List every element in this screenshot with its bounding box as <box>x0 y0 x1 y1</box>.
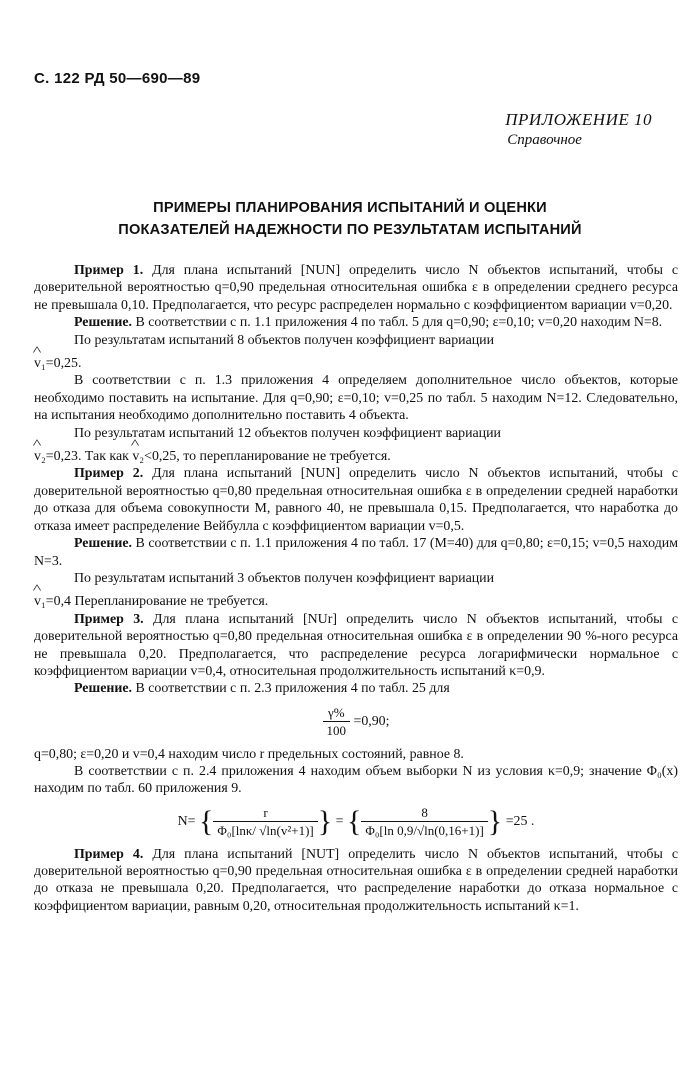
left-brace-symbol: { <box>346 804 362 838</box>
body-text <box>34 262 678 915</box>
solution-text: В соответствии с п. 2.3 приложения 4 по табл. 25 для <box>132 681 450 697</box>
fraction-denominator: Φ₀[ln 0,9/√ln(0,16+1)] <box>365 823 484 839</box>
v-hat-symbol: ^ v₁ <box>34 355 46 372</box>
example-1-paragraph-2: В соответствии с п. 1.3 приложения 4 определяем дополнительное число объектов, которые необходимо поставить на испытание. Для q=0,90; ε=0,10; v=0,25 по табл. 5 находим N=12. Следовательно, на испытания необходимо дополнительно поставить 4 объекта. <box>34 373 678 424</box>
appendix-heading <box>505 110 652 149</box>
example-2-result-value <box>34 593 678 610</box>
fraction <box>323 704 351 740</box>
example-2-statement <box>34 465 678 535</box>
equation-tail: =0,90; <box>353 713 390 729</box>
example-3-statement <box>34 611 678 681</box>
appendix-kind: Справочное <box>507 132 582 148</box>
example-3-paragraph-2: В соответствии с п. 2.4 приложения 4 находим объем выборки N из условия κ=0,9; значение Φ₀(x) находим по табл. 60 приложения 9. <box>34 763 678 797</box>
example-3-text: Для плана испытаний [NUr] определить число N объектов испытаний, чтобы с доверительной вероятностью q=0,80 предельная относительная ошибка ε в определении 90 %-ного ресурса не превышала 0,20. Предполагается, что распределение ресурса логарифмически нормальное с коэффициентом вариации v=0,4, относительная продолжительность испытаний κ=0,9. <box>34 611 679 679</box>
fraction <box>361 804 487 840</box>
example-1-lead: Пример 1. <box>74 263 144 278</box>
example-2-text: Для плана испытаний [NUN] определить число N объектов испытаний, чтобы с доверительной вероятностью q=0,80 предельная относительная ошибка ε в определении средней наработки до отказа для объема совокупности M, равного 40, не превышала 0,15. Предполагается, что наработка до отказа имеет распределение Вейбулла с коэффициентом вариации v=0,5. <box>34 466 679 534</box>
left-brace-symbol: { <box>199 804 214 838</box>
example-4-lead: Пример 4. <box>74 846 144 862</box>
equals-sign: = <box>335 813 344 829</box>
right-brace-symbol: } <box>317 804 333 838</box>
v-hat-symbol: ^ v₂ <box>132 448 144 465</box>
fraction-denominator: 100 <box>326 723 346 739</box>
example-1-solution <box>34 314 678 331</box>
equation-gamma <box>34 704 678 740</box>
fraction-numerator: r <box>213 804 317 822</box>
example-4-statement <box>34 846 678 916</box>
solution-lead: Решение. <box>74 315 133 331</box>
document-title <box>60 197 640 241</box>
example-2-lead: Пример 2. <box>74 466 144 482</box>
equation-sample-size <box>34 804 678 840</box>
solution-lead: Решение. <box>74 681 133 697</box>
example-2-solution <box>34 535 678 570</box>
result-tail: <0,25, то перепланирование не требуется. <box>144 449 391 465</box>
appendix-label: ПРИЛОЖЕНИЕ 10 <box>505 110 652 129</box>
example-2-result: По результатам испытаний 3 объектов получен коэффициент вариации <box>74 570 495 586</box>
v-hat-symbol: ^ v₂ <box>34 448 46 465</box>
result-tail: =0,4 Перепланирование не требуется. <box>45 594 269 610</box>
page-header: С. 122 РД 50—690—89 <box>34 70 201 87</box>
example-1-result-1-value <box>34 355 678 372</box>
example-1-result-1: По результатам испытаний 8 объектов получен коэффициент вариации <box>74 332 495 348</box>
example-1-statement <box>34 262 678 314</box>
fraction <box>213 804 317 840</box>
solution-text: В соответствии с п. 1.1 приложения 4 по табл. 17 (M=40) для q=0,80; ε=0,15; v=0,5 находим N=3. <box>34 536 678 569</box>
solution-text: В соответствии с п. 1.1 приложения 4 по табл. 5 для q=0,90; ε=0,10; v=0,20 находим N=8. <box>132 315 663 331</box>
example-3-after-equation: q=0,80; ε=0,20 и v=0,4 находим число r предельных состояний, равное 8. <box>34 746 464 762</box>
equation-lhs: N= <box>177 813 196 829</box>
example-3-solution <box>34 680 678 697</box>
result-value: =0,23. Так как <box>45 449 133 465</box>
v-hat-symbol: ^ v₁ <box>34 593 46 610</box>
fraction-numerator: γ% <box>323 704 351 722</box>
right-brace-symbol: } <box>487 804 503 838</box>
example-1-result-2: По результатам испытаний 12 объектов получен коэффициент вариации <box>74 425 501 441</box>
title-line-1: ПРИМЕРЫ ПЛАНИРОВАНИЯ ИСПЫТАНИЙ И ОЦЕНКИ <box>153 200 547 216</box>
result-value: =0,25. <box>45 356 82 372</box>
example-4-text: Для плана испытаний [NUT] определить число N объектов испытаний, чтобы с доверительной вероятностью q=0,90 предельная относительная ошибка ε в определении средней наработки до отказа не превышала 0,20. Предполагается, что распределение наработки до отказа нормальное с коэффициентом вариации, равным 0,20, относительная продолжительность испытаний κ=1. <box>34 846 678 914</box>
equation-tail: =25 . <box>505 813 535 829</box>
example-1-text: Для плана испытаний [NUN] определить число N объектов испытаний, чтобы с доверительной вероятностью q=0,90 предельная относительная ошибка ε в определении среднего ресурса не превышала 0,10. Предполагается, что ресурс распределен нормально с коэффициентом вариации v=0,20. <box>34 263 679 313</box>
title-line-2: ПОКАЗАТЕЛЕЙ НАДЕЖНОСТИ ПО РЕЗУЛЬТАТАМ ИСПЫТАНИЙ <box>118 222 582 238</box>
example-3-lead: Пример 3. <box>74 611 144 627</box>
fraction-denominator: Φ₀[lnκ/ √ln(v²+1)] <box>217 823 314 839</box>
solution-lead: Решение. <box>74 536 133 552</box>
fraction-numerator: 8 <box>361 804 487 822</box>
example-1-result-2-value <box>34 448 678 465</box>
